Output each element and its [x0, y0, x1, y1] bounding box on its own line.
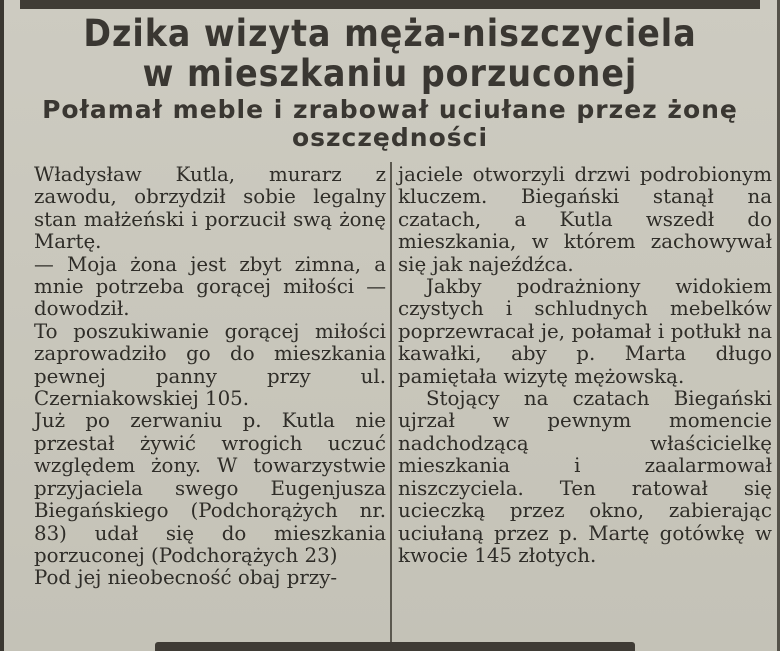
- paragraph: To poszukiwanie gorącej miłości zaprowadziło go do mieszkania pewnej panny przy ul. Czerniakowskiej 105.: [34, 319, 386, 411]
- paragraph: Pod jej nieobecność obaj przy-: [34, 566, 338, 590]
- paragraph: — Moja żona jest zbyt zimna, a mnie potrzeba gorącej miłości — dowodził.: [34, 252, 386, 321]
- top-rule: [20, 0, 760, 9]
- paragraph: Jakby podrażniony widokiem czystych i schludnych mebelków poprzewracał je, połamał i potłukł na kawałki, aby p. Marta długo pamiętała wizytę mężowską.: [398, 275, 772, 388]
- column-divider: [390, 162, 392, 644]
- article-column-right: [398, 164, 772, 567]
- headline-line-1: Dzika wizyta męża-niszczyciela: [83, 12, 697, 55]
- paragraph: Władysław Kutla, murarz z zawodu, obrzydził sobie legalny stan małżeński i porzucił swą żonę Martę.: [34, 163, 386, 254]
- article-column-left: [34, 164, 386, 590]
- article-headline: [10, 14, 770, 152]
- paragraph: jaciele otworzyli drzwi podrobionym kluczem. Biegański stanął na czatach, a Kutla wszedł do mieszkania, w którem zachowywał się jak najeźdźca.: [398, 163, 772, 276]
- left-edge-rule: [0, 0, 4, 651]
- paragraph: Stojący na czatach Biegański ujrzał w pewnym momencie nadchodzącą właścicielkę mieszkania i zaalarmował niszczyciela. Ten ratował się ucieczką przez okno, zabierając uciułaną przez p. Martę gotówkę w kwocie 145 złotych.: [398, 387, 772, 567]
- subheadline-line-1: Połamał meble i zrabował uciułane przez żonę: [42, 95, 738, 124]
- headline-line-2: w mieszkaniu porzuconej: [142, 52, 638, 95]
- subheadline-line-2: oszczędności: [291, 123, 489, 152]
- paragraph: Już po zerwaniu p. Kutla nie przestał żywić wrogich uczuć względem żony. W towarzystwie przyjaciela swego Eugenjusza Biegańskiego (Podchorążych nr. 83) udał się do mieszkania porzuconej (Podchorążych 23): [34, 409, 386, 567]
- next-headline-fragment: [155, 642, 635, 651]
